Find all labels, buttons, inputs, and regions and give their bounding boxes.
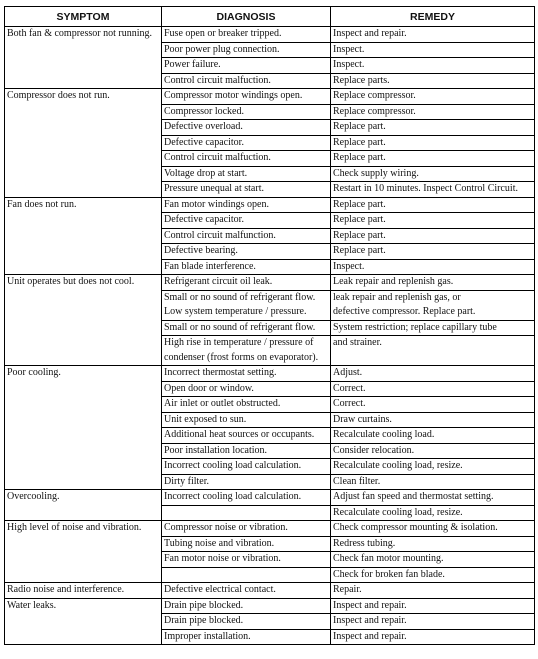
diagnosis-cell: Incorrect thermostat setting. bbox=[162, 366, 331, 382]
diagnosis-cell: Voltage drop at start. bbox=[162, 166, 331, 182]
diagnosis-cell: Control circuit malfunction. bbox=[162, 228, 331, 244]
symptom-cell: Overcooling. bbox=[5, 490, 162, 521]
remedy-cell: Inspect and repair. bbox=[331, 614, 535, 630]
diagnosis-cell: Compressor motor windings open. bbox=[162, 89, 331, 105]
remedy-cell: Inspect and repair. bbox=[331, 598, 535, 614]
remedy-cell: Leak repair and replenish gas. bbox=[331, 275, 535, 291]
table-body bbox=[5, 27, 535, 645]
symptom-cell: Radio noise and interference. bbox=[5, 583, 162, 599]
remedy-cell: Repair. bbox=[331, 583, 535, 599]
table-row bbox=[5, 583, 535, 599]
diagnosis-cell: Low system temperature / pressure. bbox=[162, 305, 331, 320]
table-row bbox=[5, 598, 535, 614]
remedy-cell: Replace compressor. bbox=[331, 89, 535, 105]
diagnosis-cell: Improper installation. bbox=[162, 629, 331, 645]
remedy-cell: Adjust. bbox=[331, 366, 535, 382]
symptom-cell: Water leaks. bbox=[5, 598, 162, 645]
remedy-cell: Restart in 10 minutes. Inspect Control Circuit. bbox=[331, 182, 535, 198]
remedy-cell: Replace compressor. bbox=[331, 104, 535, 120]
remedy-cell: Replace parts. bbox=[331, 73, 535, 89]
diagnosis-cell: Small or no sound of refrigerant flow. bbox=[162, 320, 331, 336]
diagnosis-cell: Fan motor noise or vibration. bbox=[162, 552, 331, 568]
diagnosis-cell: Control circuit malfuction. bbox=[162, 151, 331, 167]
remedy-cell: Redress tubing. bbox=[331, 536, 535, 552]
diagnosis-cell: Drain pipe blocked. bbox=[162, 598, 331, 614]
remedy-cell: Inspect. bbox=[331, 259, 535, 275]
remedy-cell: Inspect. bbox=[331, 58, 535, 74]
diagnosis-cell: Fan motor windings open. bbox=[162, 197, 331, 213]
table-row bbox=[5, 27, 535, 43]
remedy-cell: Clean filter. bbox=[331, 474, 535, 490]
diagnosis-cell: Air inlet or outlet obstructed. bbox=[162, 397, 331, 413]
diagnosis-cell: Poor power plug connection. bbox=[162, 42, 331, 58]
diagnosis-cell: Control circuit malfuction. bbox=[162, 73, 331, 89]
header-row bbox=[5, 7, 535, 27]
remedy-cell: Adjust fan speed and thermostat setting. bbox=[331, 490, 535, 506]
symptom-cell: Fan does not run. bbox=[5, 197, 162, 275]
diagnosis-cell bbox=[162, 505, 331, 521]
diagnosis-cell: Compressor noise or vibration. bbox=[162, 521, 331, 537]
remedy-cell: and strainer. bbox=[331, 336, 535, 351]
remedy-cell: Inspect and repair. bbox=[331, 27, 535, 43]
symptom-cell: High level of noise and vibration. bbox=[5, 521, 162, 583]
remedy-cell: Replace part. bbox=[331, 151, 535, 167]
diagnosis-cell: Compressor locked. bbox=[162, 104, 331, 120]
remedy-cell: Recalculate cooling load, resize. bbox=[331, 505, 535, 521]
remedy-cell: Inspect and repair. bbox=[331, 629, 535, 645]
symptom-cell: Unit operates but does not cool. bbox=[5, 275, 162, 366]
remedy-cell: Check for broken fan blade. bbox=[331, 567, 535, 583]
remedy-cell: Recalculate cooling load. bbox=[331, 428, 535, 444]
troubleshooting-sheet bbox=[4, 6, 534, 645]
remedy-cell bbox=[331, 351, 535, 366]
diagnosis-cell: condenser (frost forms on evaporator). bbox=[162, 351, 331, 366]
remedy-cell: Replace part. bbox=[331, 135, 535, 151]
diagnosis-cell: Open door or window. bbox=[162, 381, 331, 397]
diagnosis-cell: Unit exposed to sun. bbox=[162, 412, 331, 428]
remedy-cell: System restriction; replace capillary tube bbox=[331, 320, 535, 336]
diagnosis-cell: Refrigerant circuit oil leak. bbox=[162, 275, 331, 291]
diagnosis-cell: Defective electrical contact. bbox=[162, 583, 331, 599]
remedy-cell: leak repair and replenish gas, or bbox=[331, 290, 535, 305]
troubleshooting-table bbox=[4, 6, 535, 645]
remedy-cell: Consider relocation. bbox=[331, 443, 535, 459]
diagnosis-cell: Small or no sound of refrigerant flow. bbox=[162, 290, 331, 305]
remedy-cell: Inspect. bbox=[331, 42, 535, 58]
diagnosis-cell: Tubing noise and vibration. bbox=[162, 536, 331, 552]
remedy-cell: Replace part. bbox=[331, 228, 535, 244]
table-row bbox=[5, 521, 535, 537]
remedy-cell: Correct. bbox=[331, 397, 535, 413]
diagnosis-cell bbox=[162, 567, 331, 583]
symptom-cell: Poor cooling. bbox=[5, 366, 162, 490]
remedy-cell: Draw curtains. bbox=[331, 412, 535, 428]
table-row bbox=[5, 197, 535, 213]
table-row bbox=[5, 366, 535, 382]
diagnosis-cell: Dirty filter. bbox=[162, 474, 331, 490]
diagnosis-cell: Incorrect cooling load calculation. bbox=[162, 490, 331, 506]
header-remedy: REMEDY bbox=[331, 7, 535, 27]
diagnosis-cell: Defective capacitor. bbox=[162, 135, 331, 151]
remedy-cell: Check fan motor mounting. bbox=[331, 552, 535, 568]
diagnosis-cell: Pressure unequal at start. bbox=[162, 182, 331, 198]
symptom-cell: Compressor does not run. bbox=[5, 89, 162, 198]
diagnosis-cell: Fuse open or breaker tripped. bbox=[162, 27, 331, 43]
diagnosis-cell: Poor installation location. bbox=[162, 443, 331, 459]
diagnosis-cell: Defective overload. bbox=[162, 120, 331, 136]
remedy-cell: Recalculate cooling load, resize. bbox=[331, 459, 535, 475]
remedy-cell: Replace part. bbox=[331, 213, 535, 229]
header-symptom: SYMPTOM bbox=[5, 7, 162, 27]
diagnosis-cell: Drain pipe blocked. bbox=[162, 614, 331, 630]
remedy-cell: Replace part. bbox=[331, 244, 535, 260]
remedy-cell: Check compressor mounting & isolation. bbox=[331, 521, 535, 537]
header-diagnosis: DIAGNOSIS bbox=[162, 7, 331, 27]
diagnosis-cell: Power failure. bbox=[162, 58, 331, 74]
table-row bbox=[5, 490, 535, 506]
remedy-cell: Correct. bbox=[331, 381, 535, 397]
remedy-cell: Check supply wiring. bbox=[331, 166, 535, 182]
diagnosis-cell: Incorrect cooling load calculation. bbox=[162, 459, 331, 475]
diagnosis-cell: Additional heat sources or occupants. bbox=[162, 428, 331, 444]
remedy-cell: defective compressor. Replace part. bbox=[331, 305, 535, 320]
remedy-cell: Replace part. bbox=[331, 197, 535, 213]
diagnosis-cell: Defective bearing. bbox=[162, 244, 331, 260]
diagnosis-cell: High rise in temperature / pressure of bbox=[162, 336, 331, 351]
diagnosis-cell: Defective capacitor. bbox=[162, 213, 331, 229]
remedy-cell: Replace part. bbox=[331, 120, 535, 136]
table-row bbox=[5, 275, 535, 291]
table-row bbox=[5, 89, 535, 105]
symptom-cell: Both fan & compressor not running. bbox=[5, 27, 162, 89]
diagnosis-cell: Fan blade interference. bbox=[162, 259, 331, 275]
